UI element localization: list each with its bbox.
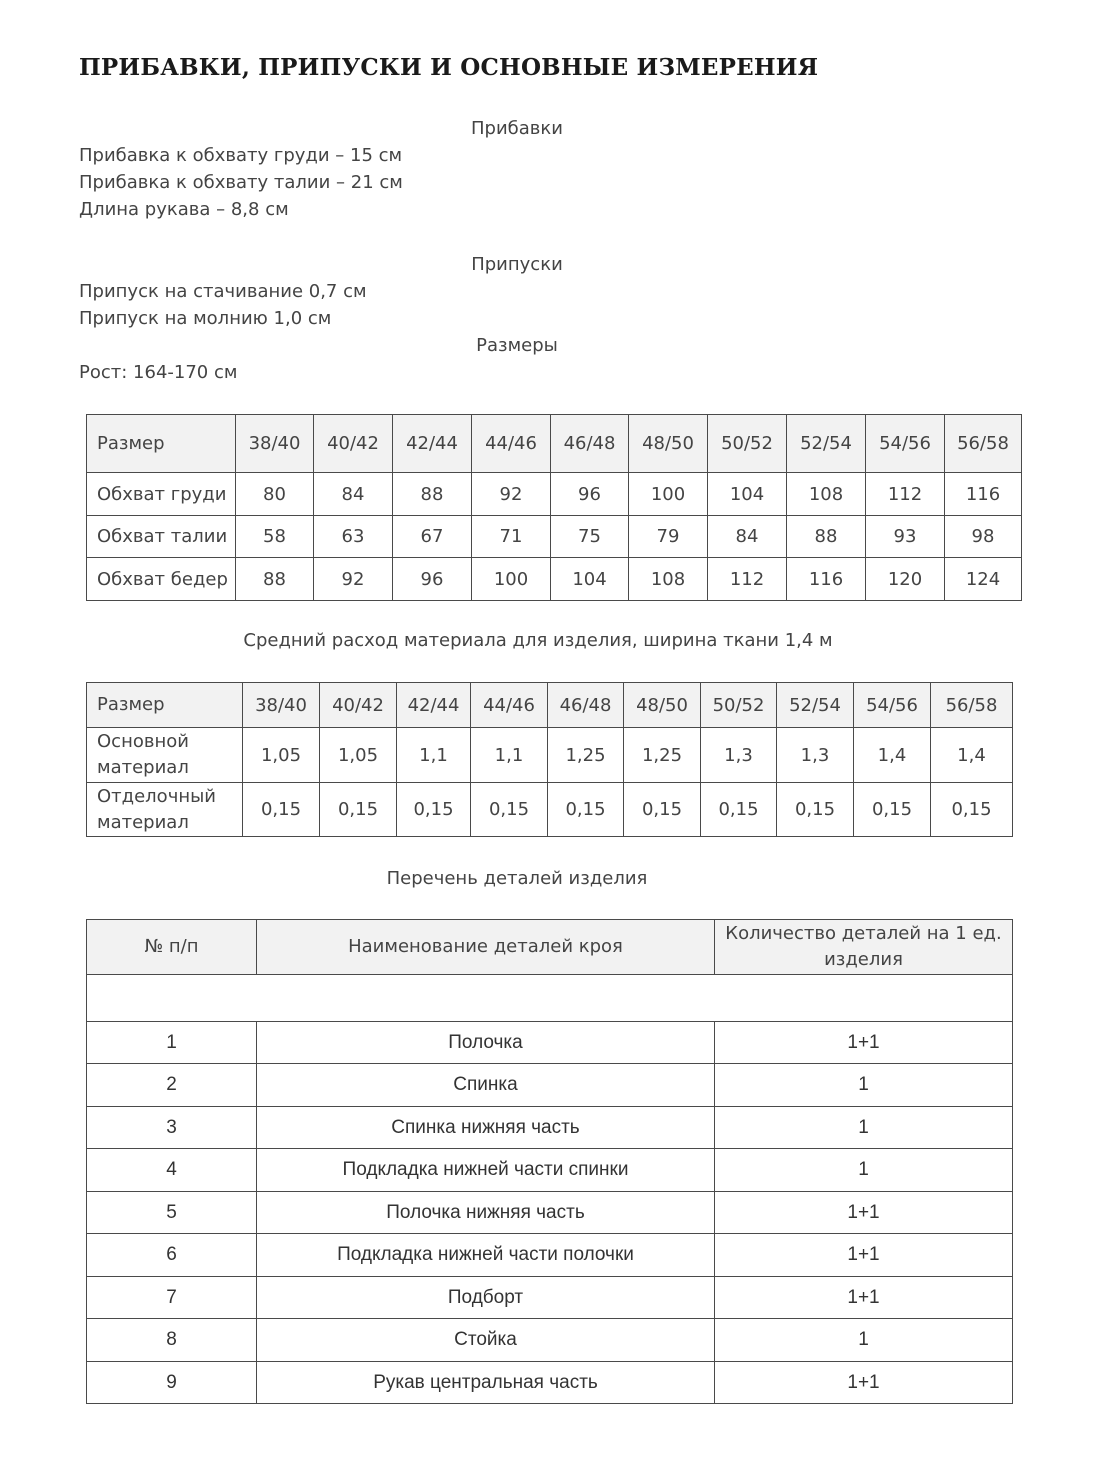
row-label (87, 783, 243, 837)
table-row (87, 783, 1013, 837)
value-cell: 100 (629, 473, 708, 516)
value-cell: 88 (787, 516, 866, 558)
value-cell: 71 (472, 516, 551, 558)
value-cell: 0,15 (624, 783, 701, 837)
value-cell: 100 (472, 558, 551, 601)
page-title: ПРИБАВКИ, ПРИПУСКИ И ОСНОВНЫЕ ИЗМЕРЕНИЯ (79, 54, 819, 81)
value-cell: 88 (236, 558, 314, 601)
value-cell: 1,25 (624, 728, 701, 783)
size-cell: 56/58 (931, 683, 1013, 728)
value-cell: 0,15 (243, 783, 320, 837)
size-cell: 56/58 (945, 415, 1022, 473)
value-cell: 112 (708, 558, 787, 601)
value-cell: 116 (787, 558, 866, 601)
part-name: Полочка нижняя часть (257, 1192, 715, 1234)
part-name: Подкладка нижней части полочки (257, 1234, 715, 1277)
size-cell: 48/50 (624, 683, 701, 728)
allowance-line: Прибавка к обхвату талии – 21 см (79, 172, 403, 193)
part-number: 9 (87, 1362, 257, 1404)
table-row (87, 1149, 1013, 1192)
value-cell: 0,15 (777, 783, 854, 837)
part-number: 3 (87, 1107, 257, 1149)
seams-heading: Припуски (471, 254, 563, 275)
value-cell: 0,15 (471, 783, 548, 837)
part-quantity: 1 (715, 1064, 1013, 1107)
value-cell: 0,15 (854, 783, 931, 837)
value-cell: 1,3 (777, 728, 854, 783)
allowances-heading: Прибавки (471, 118, 563, 139)
row-label: Обхват бедер (87, 558, 236, 601)
value-cell: 75 (551, 516, 629, 558)
value-cell: 80 (236, 473, 314, 516)
value-cell: 84 (314, 473, 393, 516)
table-row (87, 1107, 1013, 1149)
row-label-line: материал (97, 811, 189, 833)
material-heading: Средний расход материала для изделия, ширина ткани 1,4 м (243, 630, 833, 651)
table-row (87, 516, 1022, 558)
value-cell: 63 (314, 516, 393, 558)
size-cell: 54/56 (866, 415, 945, 473)
table-row (87, 1022, 1013, 1064)
value-cell: 104 (551, 558, 629, 601)
header-cell-name: Наименование деталей кроя (257, 920, 715, 975)
value-cell: 0,15 (548, 783, 624, 837)
header-line: изделия (824, 949, 903, 970)
part-name: Полочка (257, 1022, 715, 1064)
value-cell: 0,15 (320, 783, 397, 837)
value-cell: 124 (945, 558, 1022, 601)
size-cell: 46/48 (551, 415, 629, 473)
value-cell: 84 (708, 516, 787, 558)
value-cell: 0,15 (931, 783, 1013, 837)
size-cell: 38/40 (236, 415, 314, 473)
value-cell: 1,4 (931, 728, 1013, 783)
value-cell: 1,1 (397, 728, 471, 783)
part-quantity: 1+1 (715, 1277, 1013, 1319)
parts-header-row (87, 920, 1013, 975)
header-cell-number: № п/п (87, 920, 257, 975)
header-cell: Размер (87, 683, 243, 728)
height-line: Рост: 164-170 см (79, 362, 238, 383)
part-quantity: 1 (715, 1319, 1013, 1362)
table-row (87, 1192, 1013, 1234)
sizes-table (86, 414, 1022, 601)
size-cell: 50/52 (708, 415, 787, 473)
parts-heading: Перечень деталей изделия (386, 868, 648, 889)
size-cell: 44/46 (472, 415, 551, 473)
header-line: Количество деталей на 1 ед. (725, 923, 1002, 944)
table-row (87, 728, 1013, 783)
part-quantity: 1+1 (715, 1192, 1013, 1234)
table-row (87, 558, 1022, 601)
empty-row (87, 975, 1013, 1022)
part-name: Подкладка нижней части спинки (257, 1149, 715, 1192)
table-row (87, 1319, 1013, 1362)
value-cell: 79 (629, 516, 708, 558)
row-label: Обхват груди (87, 473, 236, 516)
size-cell: 50/52 (701, 683, 777, 728)
value-cell: 1,3 (701, 728, 777, 783)
empty-cell (87, 975, 1013, 1022)
value-cell: 93 (866, 516, 945, 558)
part-quantity: 1+1 (715, 1022, 1013, 1064)
size-cell: 42/44 (393, 415, 472, 473)
allowance-line: Прибавка к обхвату груди – 15 см (79, 145, 403, 166)
value-cell: 88 (393, 473, 472, 516)
value-cell: 92 (472, 473, 551, 516)
part-number: 8 (87, 1319, 257, 1362)
size-cell: 48/50 (629, 415, 708, 473)
value-cell: 1,05 (243, 728, 320, 783)
row-label (87, 728, 243, 783)
value-cell: 112 (866, 473, 945, 516)
size-cell: 52/54 (787, 415, 866, 473)
value-cell: 1,4 (854, 728, 931, 783)
value-cell: 96 (393, 558, 472, 601)
value-cell: 108 (629, 558, 708, 601)
part-quantity: 1 (715, 1149, 1013, 1192)
table-row (87, 1277, 1013, 1319)
size-cell: 54/56 (854, 683, 931, 728)
table-row (87, 1234, 1013, 1277)
part-number: 6 (87, 1234, 257, 1277)
part-number: 7 (87, 1277, 257, 1319)
part-quantity: 1+1 (715, 1234, 1013, 1277)
size-cell: 38/40 (243, 683, 320, 728)
part-quantity: 1+1 (715, 1362, 1013, 1404)
part-name: Подборт (257, 1277, 715, 1319)
seam-line: Припуск на молнию 1,0 см (79, 308, 332, 329)
size-cell: 42/44 (397, 683, 471, 728)
part-number: 1 (87, 1022, 257, 1064)
part-number: 5 (87, 1192, 257, 1234)
part-name: Спинка (257, 1064, 715, 1107)
seam-line: Припуск на стачивание 0,7 см (79, 281, 367, 302)
size-cell: 40/42 (314, 415, 393, 473)
row-label-line: материал (97, 757, 189, 778)
value-cell: 116 (945, 473, 1022, 516)
material-header-row (87, 683, 1013, 728)
part-number: 2 (87, 1064, 257, 1107)
size-cell: 40/42 (320, 683, 397, 728)
part-name: Спинка нижняя часть (257, 1107, 715, 1149)
row-label-line: Основной (97, 731, 189, 752)
sizes-heading: Размеры (476, 335, 558, 356)
size-cell: 44/46 (471, 683, 548, 728)
value-cell: 1,25 (548, 728, 624, 783)
size-cell: 46/48 (548, 683, 624, 728)
header-cell-quantity (715, 920, 1013, 975)
allowance-line: Длина рукава – 8,8 см (79, 199, 289, 220)
row-label: Обхват талии (87, 516, 236, 558)
value-cell: 96 (551, 473, 629, 516)
value-cell: 0,15 (701, 783, 777, 837)
value-cell: 104 (708, 473, 787, 516)
material-table (86, 682, 1013, 837)
part-name: Рукав центральная часть (257, 1362, 715, 1404)
value-cell: 98 (945, 516, 1022, 558)
value-cell: 1,1 (471, 728, 548, 783)
value-cell: 92 (314, 558, 393, 601)
table-row (87, 1064, 1013, 1107)
part-name: Стойка (257, 1319, 715, 1362)
value-cell: 0,15 (397, 783, 471, 837)
row-label-line: Отделочный (97, 785, 217, 807)
part-quantity: 1 (715, 1107, 1013, 1149)
value-cell: 120 (866, 558, 945, 601)
table-row (87, 473, 1022, 516)
parts-table (86, 919, 1013, 1404)
part-number: 4 (87, 1149, 257, 1192)
sizes-header-row (87, 415, 1022, 473)
size-cell: 52/54 (777, 683, 854, 728)
table-row (87, 1362, 1013, 1404)
value-cell: 67 (393, 516, 472, 558)
value-cell: 1,05 (320, 728, 397, 783)
header-cell: Размер (87, 415, 236, 473)
value-cell: 108 (787, 473, 866, 516)
value-cell: 58 (236, 516, 314, 558)
